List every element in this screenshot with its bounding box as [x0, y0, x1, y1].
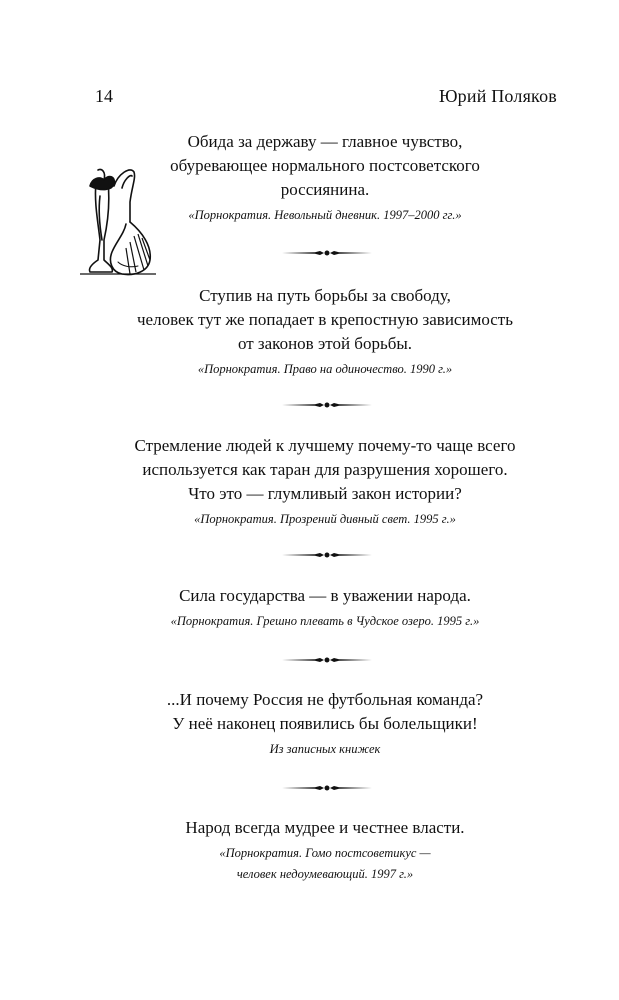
quote-line: У неё наконец появились бы болельщики! — [172, 714, 478, 733]
quote-block — [95, 816, 555, 885]
quote-source: «Порнократия. Гомо постсоветикус — — [219, 846, 431, 860]
quote-line: Сила государства — в уважении народа. — [179, 586, 471, 605]
quote-line: россиянина. — [280, 180, 370, 199]
running-header — [0, 80, 619, 110]
quote-block — [95, 130, 555, 226]
quote-line: обуревающее нормального постсоветского — [170, 156, 480, 175]
quote-source: Из записных книжек — [269, 742, 381, 756]
quote-source: «Порнократия. Невольный дневник. 1997–2000 гг.» — [188, 208, 462, 222]
ornamental-divider-icon — [282, 551, 372, 559]
quote-line: Что это — глумливый закон истории? — [188, 484, 462, 503]
quote-line: Ступив на путь борьбы за свободу, — [199, 286, 451, 305]
quote-line: используется как таран для разрушения хорошего. — [142, 460, 508, 479]
quote-source: «Порнократия. Право на одиночество. 1990 г.» — [197, 362, 453, 376]
quote-block — [95, 584, 555, 632]
quote-block — [95, 434, 555, 530]
quote-line: человек тут же попадает в крепостную зависимость — [137, 310, 513, 329]
page-number: 14 — [95, 86, 113, 106]
quote-source: человек недоумевающий. 1997 г.» — [236, 867, 414, 881]
quote-line: Обида за державу — главное чувство, — [187, 132, 463, 151]
author-name: Юрий Поляков — [438, 86, 557, 106]
ornamental-divider-icon — [282, 249, 372, 257]
quote-block — [95, 284, 555, 380]
ornamental-divider-icon — [282, 401, 372, 409]
quote-source: «Порнократия. Грешно плевать в Чудское озеро. 1995 г.» — [170, 614, 480, 628]
ornamental-divider-icon — [282, 656, 372, 664]
quote-line: от законов этой борьбы. — [237, 334, 413, 353]
quote-source: «Порнократия. Прозрений дивный свет. 1995 г.» — [194, 512, 456, 526]
quote-block — [95, 688, 555, 760]
ornamental-divider-icon — [282, 784, 372, 792]
quote-line: Стремление людей к лучшему почему-то чаще всего — [134, 436, 516, 455]
quote-line: ...И почему Россия не футбольная команда? — [166, 690, 484, 709]
quote-line: Народ всегда мудрее и честнее власти. — [185, 818, 465, 837]
